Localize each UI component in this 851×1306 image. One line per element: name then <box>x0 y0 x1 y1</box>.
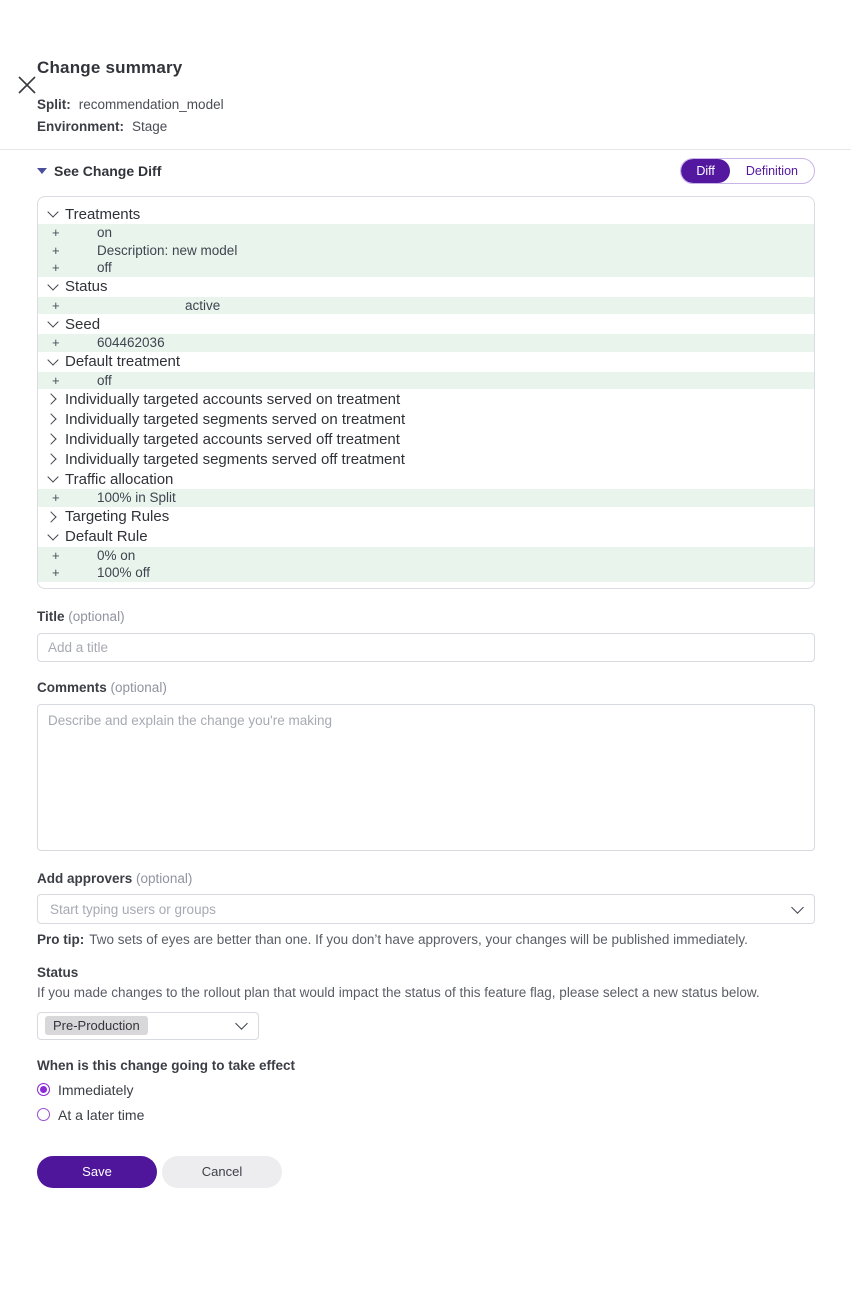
chevron-down-icon <box>47 354 58 365</box>
diff-panel[interactable] <box>37 196 815 589</box>
split-value: recommendation_model <box>78 97 224 112</box>
plus-icon: + <box>52 565 60 581</box>
diff-group-row[interactable] <box>38 389 814 409</box>
schedule-section-label: When is this change going to take effect <box>37 1057 296 1073</box>
chevron-down-icon <box>47 206 58 217</box>
comments-optional-hint: (optional) <box>110 680 167 695</box>
diff-added-value: Description: new model <box>97 242 238 258</box>
diff-added-value: 604462036 <box>97 335 165 351</box>
split-meta-row <box>37 94 815 116</box>
plus-icon: + <box>52 225 60 241</box>
diff-added-row <box>38 334 814 352</box>
chevron-down-icon <box>47 316 58 327</box>
diff-definition-toggle <box>680 158 815 184</box>
chevron-right-icon <box>45 413 56 424</box>
status-select[interactable] <box>37 1012 259 1040</box>
diff-group-row[interactable] <box>38 429 814 449</box>
status-selected-chip: Pre-Production <box>45 1016 148 1035</box>
diff-group-row[interactable] <box>38 527 814 547</box>
title-field-label: Title (optional) <box>37 609 125 624</box>
approvers-field-label: Add approvers (optional) <box>37 871 193 886</box>
diff-group-label: Individually targeted accounts served on treatment <box>65 390 401 408</box>
plus-icon: + <box>52 335 60 351</box>
environment-value: Stage <box>132 119 168 134</box>
diff-added-row <box>38 224 814 242</box>
environment-meta-row <box>37 116 815 138</box>
diff-added-row <box>38 547 814 565</box>
title-input[interactable] <box>37 633 815 662</box>
status-section-description: If you made changes to the rollout plan that would impact the status of this feature flag, please select a new status below. <box>37 985 760 1000</box>
diff-group-label: Individually targeted accounts served off treatment <box>65 430 400 448</box>
diff-group-label: Default treatment <box>65 353 181 370</box>
plus-icon: + <box>52 372 60 388</box>
diff-group-row[interactable] <box>38 449 814 469</box>
diff-group-row[interactable] <box>38 409 814 429</box>
chevron-down-icon <box>47 471 58 482</box>
radio-option-immediately[interactable] <box>37 1082 815 1098</box>
close-icon <box>16 74 38 96</box>
approvers-optional-hint: (optional) <box>136 871 193 886</box>
radio-button-icon[interactable] <box>37 1108 50 1121</box>
plus-icon: + <box>52 242 60 258</box>
diff-added-row <box>38 489 814 507</box>
caret-down-icon <box>37 168 47 174</box>
pro-tip-text: Pro tip: Two sets of eyes are better than one. If you don’t have approvers, your changes will be published immediately. <box>37 932 748 947</box>
diff-group-label: Seed <box>65 315 101 333</box>
plus-icon: + <box>52 297 60 313</box>
chevron-down-icon <box>47 529 58 540</box>
see-change-diff-label: See Change Diff <box>54 162 162 179</box>
diff-added-row <box>38 297 814 315</box>
chevron-right-icon <box>45 511 56 522</box>
radio-button-icon[interactable] <box>37 1083 50 1096</box>
comments-field-label: Comments (optional) <box>37 680 167 695</box>
comments-textarea[interactable] <box>37 704 815 851</box>
radio-label: Immediately <box>58 1081 134 1098</box>
plus-icon: + <box>52 547 60 563</box>
radio-label: At a later time <box>58 1106 145 1123</box>
save-button[interactable]: Save <box>37 1156 157 1188</box>
diff-added-row <box>38 259 814 277</box>
diff-group-label: Status <box>65 278 108 295</box>
diff-group-row[interactable] <box>38 352 814 372</box>
chevron-down-icon <box>47 279 58 290</box>
page-title: Change summary <box>37 58 183 77</box>
diff-added-value: active <box>185 297 221 313</box>
diff-group-label: Traffic allocation <box>65 470 174 488</box>
chevron-right-icon <box>45 453 56 464</box>
diff-added-value: 0% on <box>97 547 136 563</box>
chevron-down-icon <box>791 901 804 914</box>
diff-group-row[interactable] <box>38 277 814 297</box>
diff-group-label: Individually targeted segments served off treatment <box>65 450 405 468</box>
diff-group-label: Default Rule <box>65 528 148 545</box>
divider <box>0 149 851 150</box>
chevron-right-icon <box>45 433 56 444</box>
plus-icon: + <box>52 490 60 506</box>
diff-group-row[interactable] <box>38 469 814 489</box>
diff-added-value: on <box>97 225 113 241</box>
diff-added-row <box>38 372 814 390</box>
close-button[interactable] <box>16 74 38 96</box>
diff-group-row[interactable] <box>38 204 814 224</box>
cancel-button[interactable]: Cancel <box>162 1156 282 1188</box>
status-section-label: Status <box>37 965 79 980</box>
diff-added-row <box>38 242 814 260</box>
diff-group-row[interactable] <box>38 314 814 334</box>
approvers-placeholder: Start typing users or groups <box>50 901 216 917</box>
radio-option-later-time[interactable] <box>37 1107 815 1123</box>
diff-added-value: 100% in Split <box>97 490 176 506</box>
title-optional-hint: (optional) <box>68 609 125 624</box>
diff-added-row <box>38 564 814 582</box>
environment-label: Environment: <box>37 119 125 134</box>
diff-added-value: off <box>97 260 112 276</box>
tab-definition[interactable]: Definition <box>730 159 814 183</box>
split-label: Split: <box>37 97 71 112</box>
plus-icon: + <box>52 260 60 276</box>
diff-group-label: Targeting Rules <box>65 508 170 525</box>
diff-added-value: 100% off <box>97 565 151 581</box>
chevron-right-icon <box>45 393 56 404</box>
tab-diff[interactable]: Diff <box>681 159 730 183</box>
diff-added-value: off <box>97 372 112 388</box>
diff-group-label: Individually targeted segments served on treatment <box>65 410 406 428</box>
diff-group-label: Treatments <box>65 205 141 223</box>
see-change-diff-toggle[interactable] <box>37 163 161 179</box>
chevron-down-icon <box>235 1017 248 1030</box>
approvers-select[interactable] <box>37 894 815 924</box>
diff-group-row[interactable] <box>38 507 814 527</box>
pro-tip-label: Pro tip: <box>37 932 85 947</box>
